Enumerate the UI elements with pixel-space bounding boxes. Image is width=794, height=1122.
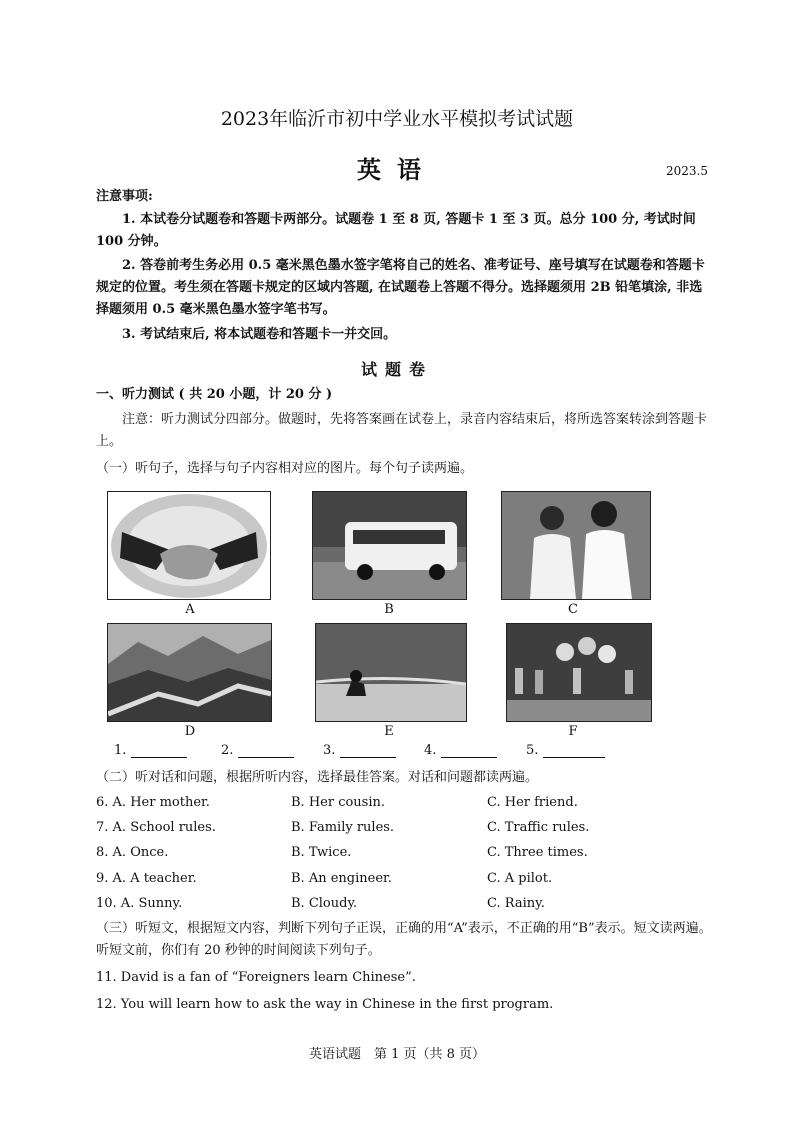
great-wall-icon [108,624,271,721]
stage-performance-icon [507,624,651,721]
doctors-icon [502,492,650,599]
blank-number: 5. [526,743,539,758]
page-footer: 英语试题 第 1 页（共 8 页） [308,1047,486,1062]
picture-a [107,491,271,600]
statement-11: 11. David is a fan of “Foreigners learn Chinese”. [96,970,416,985]
picture-label-e: E [384,724,394,739]
question-6-b: B. Her cousin. [291,795,386,810]
beach-child-icon [316,624,466,721]
section-title: 试题卷 [360,360,433,379]
picture-f [506,623,652,722]
question-9-c: C. A pilot. [487,871,553,886]
picture-e [315,623,467,722]
part1-heading: 一、听力测试 ( 共 20 小题，计 20 分 ) [96,387,333,402]
picture-d [107,623,272,722]
blank-line[interactable] [441,743,497,758]
question-9-a: 9. A. A teacher. [96,871,197,886]
part1-sub2: （二）听对话和问题，根据所听内容，选择最佳答案。对话和问题都读两遍。 [96,770,539,785]
handshake-globe-icon [108,492,270,599]
question-7-c: C. Traffic rules. [487,820,590,835]
question-6-a: 6. A. Her mother. [96,795,210,810]
question-10-c: C. Rainy. [487,896,545,911]
notice-item-1: 1. 本试卷分试题卷和答题卡两部分。试题卷 1 至 8 页, 答题卡 1 至 3 页。总分 100 分, 考试时间 100 分钟。 [96,212,696,249]
subject-title: 英语 [357,155,437,184]
blank-line[interactable] [131,743,187,758]
notice-heading: 注意事项: [96,189,153,204]
picture-b [312,491,467,600]
blank-line[interactable] [238,743,294,758]
exam-title: 2023年临沂市初中学业水平模拟考试试题 [220,108,574,130]
question-7-a: 7. A. School rules. [96,820,216,835]
exam-date: 2023.5 [666,164,708,178]
answer-blank-3[interactable] [323,743,396,758]
blank-line[interactable] [340,743,396,758]
question-6-c: C. Her friend. [487,795,578,810]
blank-number: 3. [323,743,336,758]
blank-line[interactable] [543,743,605,758]
question-8-b: B. Twice. [291,845,352,860]
answer-blank-1[interactable] [114,743,187,758]
picture-label-c: C [568,602,578,617]
question-10-a: 10. A. Sunny. [96,896,183,911]
blank-number: 2. [221,743,234,758]
picture-label-a: A [185,602,195,617]
part1-note: 注意：听力测试分四部分。做题时，先将答案画在试卷上，录音内容结束后，将所选答案转涂到答题卡上。 [96,412,708,449]
part1-sub1: （一）听句子，选择与句子内容相对应的图片。每个句子读两遍。 [96,461,474,476]
notice-item-2: 2. 答卷前考生务必用 0.5 毫米黑色墨水签字笔将自己的姓名、准考证号、座号填写在试题卷和答题卡规定的位置。考生须在答题卡规定的区域内答题, 在试题卷上答题不得分。选择题须用 2B 铅笔填涂, 非选择题须用 0.5 毫米黑色墨水签字笔书写。 [96,258,705,317]
question-7-b: B. Family rules. [291,820,395,835]
answer-blank-2[interactable] [221,743,294,758]
picture-c [501,491,651,600]
question-8-a: 8. A. Once. [96,845,169,860]
blank-number: 4. [424,743,437,758]
picture-label-b: B [384,602,394,617]
picture-label-d: D [184,724,196,739]
question-9-b: B. An engineer. [291,871,392,886]
statement-12: 12. You will learn how to ask the way in Chinese in the first program. [96,997,554,1012]
answer-blank-5[interactable] [526,743,605,758]
picture-label-f: F [568,724,578,739]
part1-sub3: （三）听短文，根据短文内容，判断下列句子正误，正确的用“A”表示，不正确的用“B”表示。短文读两遍。听短文前，你们有 20 秒钟的时间阅读下列句子。 [96,921,712,958]
notice-item-3: 3. 考试结束后, 将本试题卷和答题卡一并交回。 [122,327,397,342]
question-10-b: B. Cloudy. [291,896,358,911]
answer-blank-4[interactable] [424,743,497,758]
blank-number: 1. [114,743,127,758]
school-bus-icon [313,492,466,599]
question-8-c: C. Three times. [487,845,588,860]
